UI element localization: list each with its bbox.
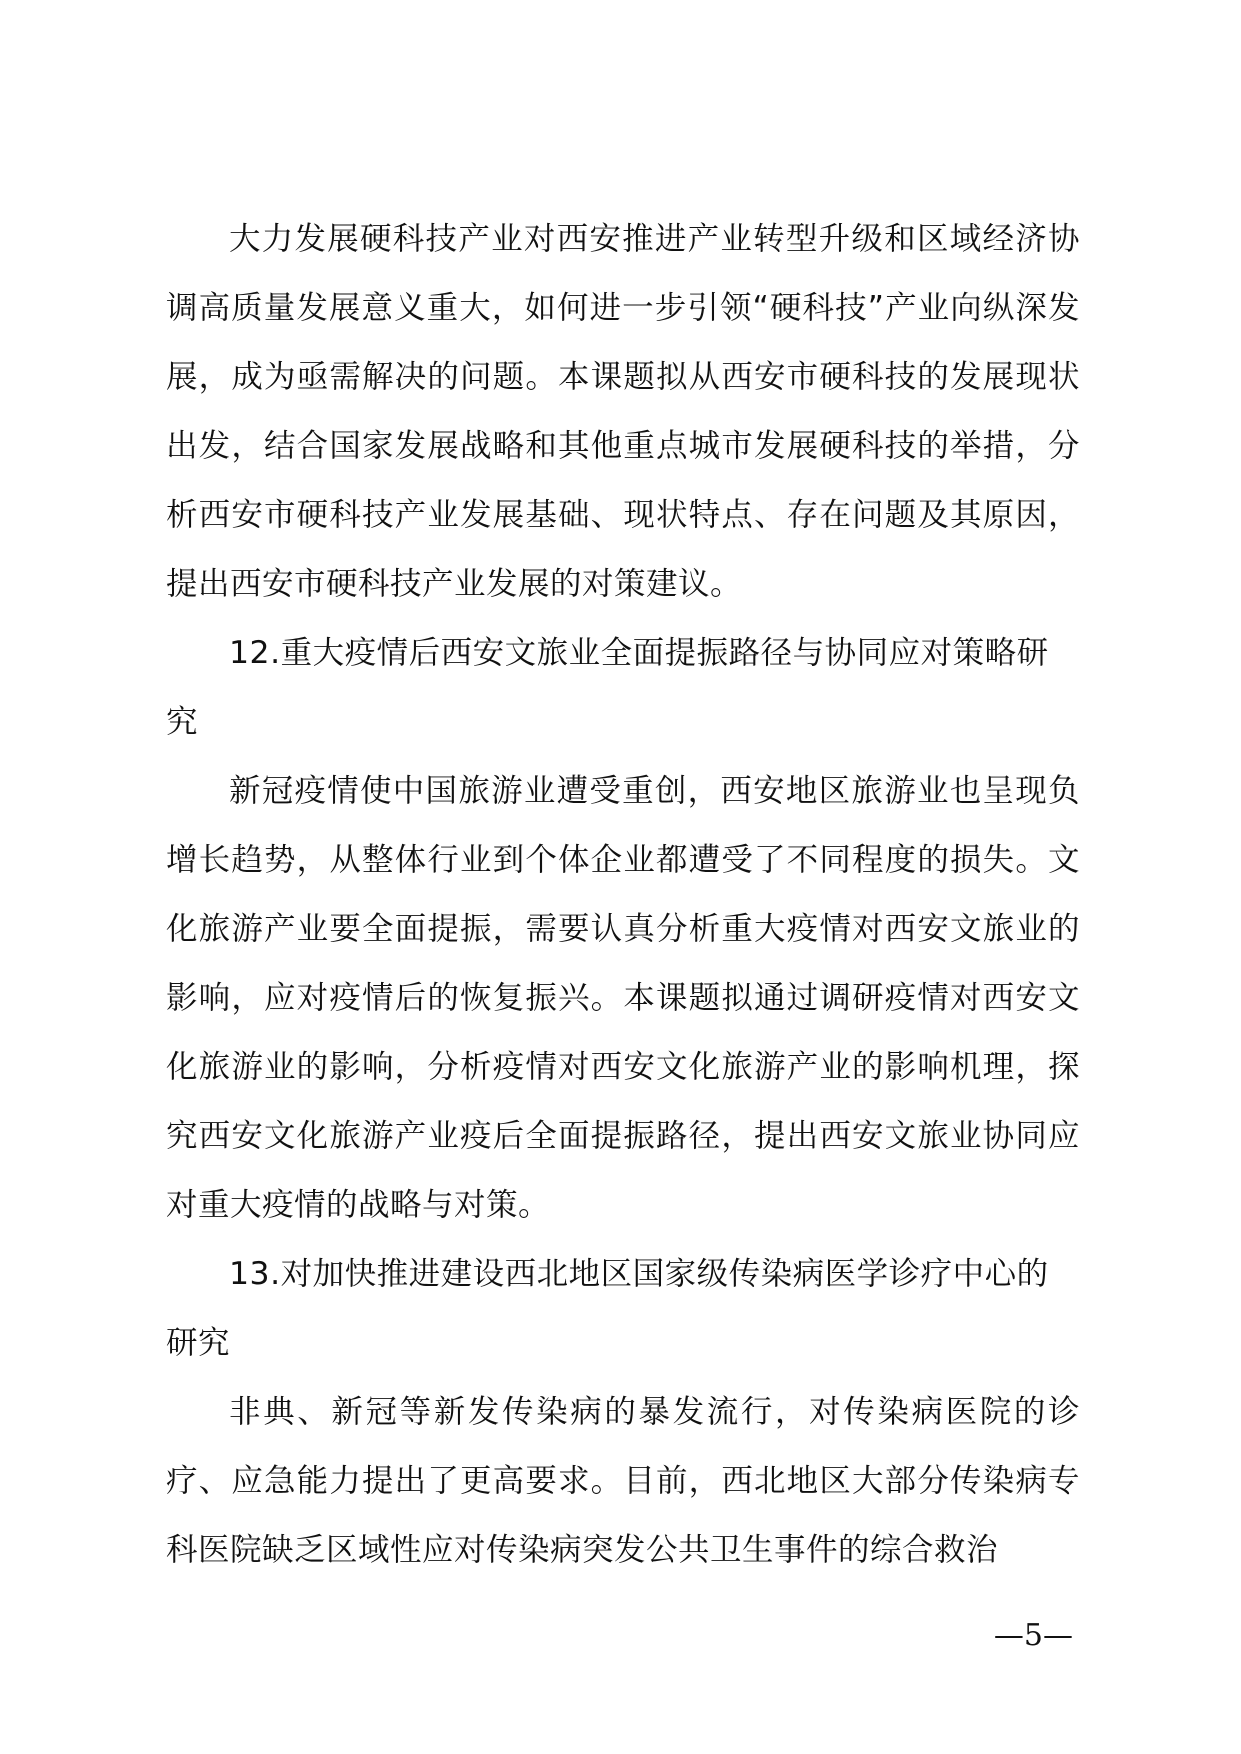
paragraph-tourism-recovery: 新冠疫情使中国旅游业遭受重创，西安地区旅游业也呈现负增长趋势，从整体行业到个体企业都遭受了不同程度的损失。文化旅游产业要全面提振，需要认真分析重大疫情对西安文旅业的影响，应对疫情后的恢复振兴。本课题拟通过调研疫情对西安文化旅游业的影响，分析疫情对西安文化旅游产业的影响机理，探究西安文化旅游产业疫后全面提振路径，提出西安文旅业协同应对重大疫情的战略与对策。 xyxy=(166,773,1080,1223)
page-number: —5— xyxy=(993,1618,1073,1653)
paragraph-infectious-disease-center: 非典、新冠等新发传染病的暴发流行，对传染病医院的诊疗、应急能力提出了更高要求。目前，西北地区大部分传染病专科医院缺乏区域性应对传染病突发公共卫生事件的综合救治 xyxy=(166,1394,1080,1568)
topic-heading-12: 12.重大疫情后西安文旅业全面提振路径与协同应对策略研究 xyxy=(166,635,1049,740)
document-body xyxy=(166,205,1080,1585)
topic-heading-13: 13.对加快推进建设西北地区国家级传染病医学诊疗中心的研究 xyxy=(166,1256,1049,1361)
paragraph-hard-tech-overview: 大力发展硬科技产业对西安推进产业转型升级和区域经济协调高质量发展意义重大，如何进一步引领“硬科技”产业向纵深发展，成为亟需解决的问题。本课题拟从西安市硬科技的发展现状出发，结合国家发展战略和其他重点城市发展硬科技的举措，分析西安市硬科技产业发展基础、现状特点、存在问题及其原因，提出西安市硬科技产业发展的对策建议。 xyxy=(166,221,1080,602)
